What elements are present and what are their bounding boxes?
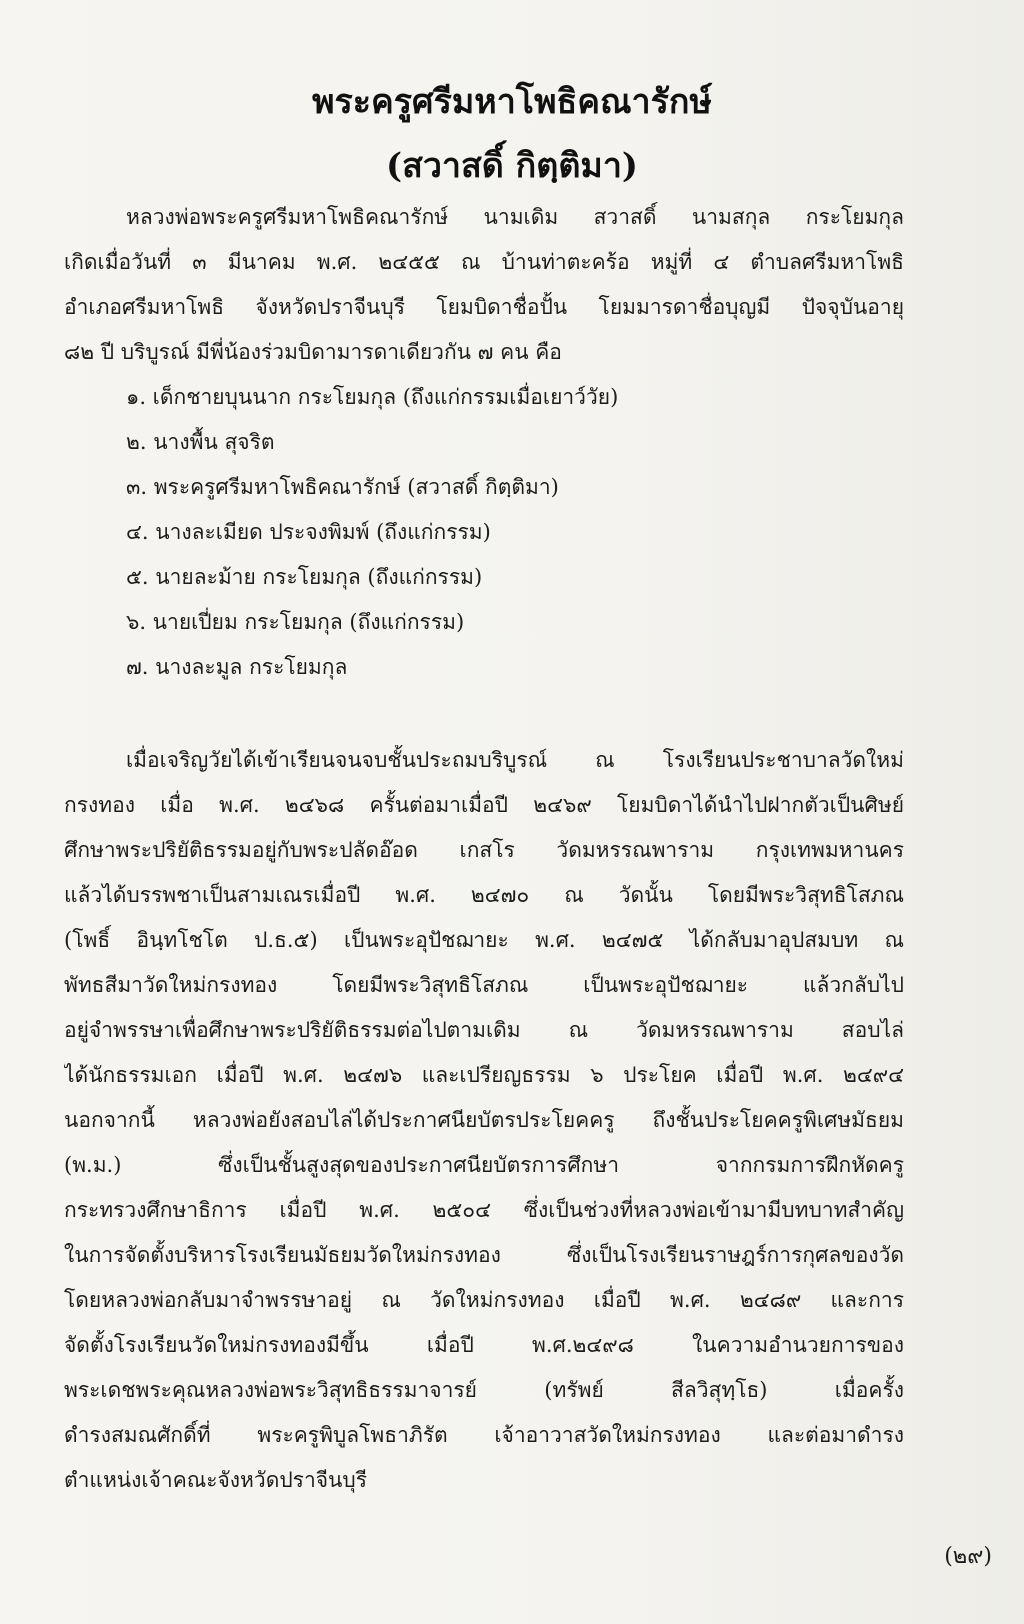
body-line: (พ.ม.) ซึ่งเป็นชั้นสูงสุดของประกาศนียบัตรการศึกษา จากกรมการฝึกหัดครู (64, 1153, 904, 1177)
intro-line: อำเภอศรีมหาโพธิ จังหวัดปราจีนบุรี โยมบิดาชื่อปั้น โยมมารดาชื่อบุญมี ปัจจุบันอายุ (64, 295, 904, 319)
body-line: จัดตั้งโรงเรียนวัดใหม่กรงทองมีขึ้น เมื่อปี พ.ศ.๒๔๙๘ ในความอำนวยการของ (64, 1333, 904, 1357)
sibling-item: ๖. นายเปี่ยม กระโยมกุล (ถึงแก่กรรม) (126, 610, 465, 634)
body-line: ดำรงสมณศักดิ์ที่ พระครูพิบูลโพธาภิรัต เจ้าอาวาสวัดใหม่กรงทอง และต่อมาดำรง (64, 1423, 904, 1447)
sibling-item: ๔. นางละเมียด ประจงพิมพ์ (ถึงแก่กรรม) (126, 520, 491, 544)
body-line: เมื่อเจริญวัยได้เข้าเรียนจนจบชั้นประถมบริบูรณ์ ณ โรงเรียนประชาบาลวัดใหม่ (126, 748, 904, 772)
body-line: (โพธิ์ อินฺทโชโต ป.ธ.๕) เป็นพระอุปัชฌายะ พ.ศ. ๒๔๗๕ ได้กลับมาอุปสมบท ณ (64, 928, 904, 952)
body-line: ได้นักธรรมเอก เมื่อปี พ.ศ. ๒๔๗๖ และเปรียญธรรม ๖ ประโยค เมื่อปี พ.ศ. ๒๔๙๔ (64, 1063, 904, 1087)
body-line: อยู่จำพรรษาเพื่อศึกษาพระปริยัติธรรมต่อไปตามเดิม ณ วัดมหรรณพาราม สอบไล่ (64, 1018, 904, 1042)
sibling-item: ๑. เด็กชายบุนนาก กระโยมกุล (ถึงแก่กรรมเมื่อเยาว์วัย) (126, 385, 619, 409)
body-line: พัทธสีมาวัดใหม่กรงทอง โดยมีพระวิสุทธิโสภณ เป็นพระอุปัชฌายะ แล้วกลับไป (64, 973, 904, 997)
intro-line: ๘๒ ปี บริบูรณ์ มีพี่น้องร่วมบิดามารดาเดียวกัน ๗ คน คือ (64, 340, 562, 364)
body-line: กรงทอง เมื่อ พ.ศ. ๒๔๖๘ ครั้นต่อมาเมื่อปี ๒๔๖๙ โยมบิดาได้นำไปฝากตัวเป็นศิษย์ (64, 793, 904, 817)
page-number: (๒๙) (944, 1544, 992, 1569)
intro-line: หลวงพ่อพระครูศรีมหาโพธิคณารักษ์ นามเดิม สวาสดิ์ นามสกุล กระโยมกุล (126, 205, 904, 229)
body-line: ตำแหน่งเจ้าคณะจังหวัดปราจีนบุรี (64, 1468, 368, 1492)
intro-line: เกิดเมื่อวันที่ ๓ มีนาคม พ.ศ. ๒๔๕๕ ณ บ้านท่าตะคร้อ หมู่ที่ ๔ ตำบลศรีมหาโพธิ (64, 250, 904, 274)
sibling-item: ๕. นายละม้าย กระโยมกุล (ถึงแก่กรรม) (126, 565, 483, 589)
body-line: กระทรวงศึกษาธิการ เมื่อปี พ.ศ. ๒๕๐๔ ซึ่งเป็นช่วงที่หลวงพ่อเข้ามามีบทบาทสำคัญ (64, 1198, 904, 1222)
body-line: โดยหลวงพ่อกลับมาจำพรรษาอยู่ ณ วัดใหม่กรงทอง เมื่อปี พ.ศ. ๒๔๘๙ และการ (64, 1288, 904, 1312)
sibling-item: ๒. นางพื้น สุจริต (126, 430, 275, 454)
body-line: ในการจัดตั้งบริหารโรงเรียนมัธยมวัดใหม่กรงทอง ซึ่งเป็นโรงเรียนราษฎร์การกุศลของวัด (64, 1243, 904, 1267)
body-line: แล้วได้บรรพชาเป็นสามเณรเมื่อปี พ.ศ. ๒๔๗๐ ณ วัดนั้น โดยมีพระวิสุทธิโสภณ (64, 883, 904, 907)
body-line: ศึกษาพระปริยัติธรรมอยู่กับพระปลัดอ๊อด เกสโร วัดมหรรณพาราม กรุงเทพมหานคร (64, 838, 904, 862)
sibling-item: ๗. นางละมูล กระโยมกุล (126, 655, 348, 679)
sibling-item: ๓. พระครูศรีมหาโพธิคณารักษ์ (สวาสดิ์ กิตฺติมา) (126, 475, 559, 499)
page-subtitle: (สวาสดิ์ กิตฺติมา) (385, 146, 639, 186)
body-line: นอกจากนี้ หลวงพ่อยังสอบไล่ได้ประกาศนียบัตรประโยคครู ถึงชั้นประโยคครูพิเศษมัธยม (64, 1108, 904, 1132)
body-line: พระเดชพระคุณหลวงพ่อพระวิสุทธิธรรมาจารย์ (ทรัพย์ สีลวิสุทฺโธ) เมื่อครั้ง (64, 1378, 904, 1402)
page-title: พระครูศรีมหาโพธิคณารักษ์ (312, 82, 712, 122)
